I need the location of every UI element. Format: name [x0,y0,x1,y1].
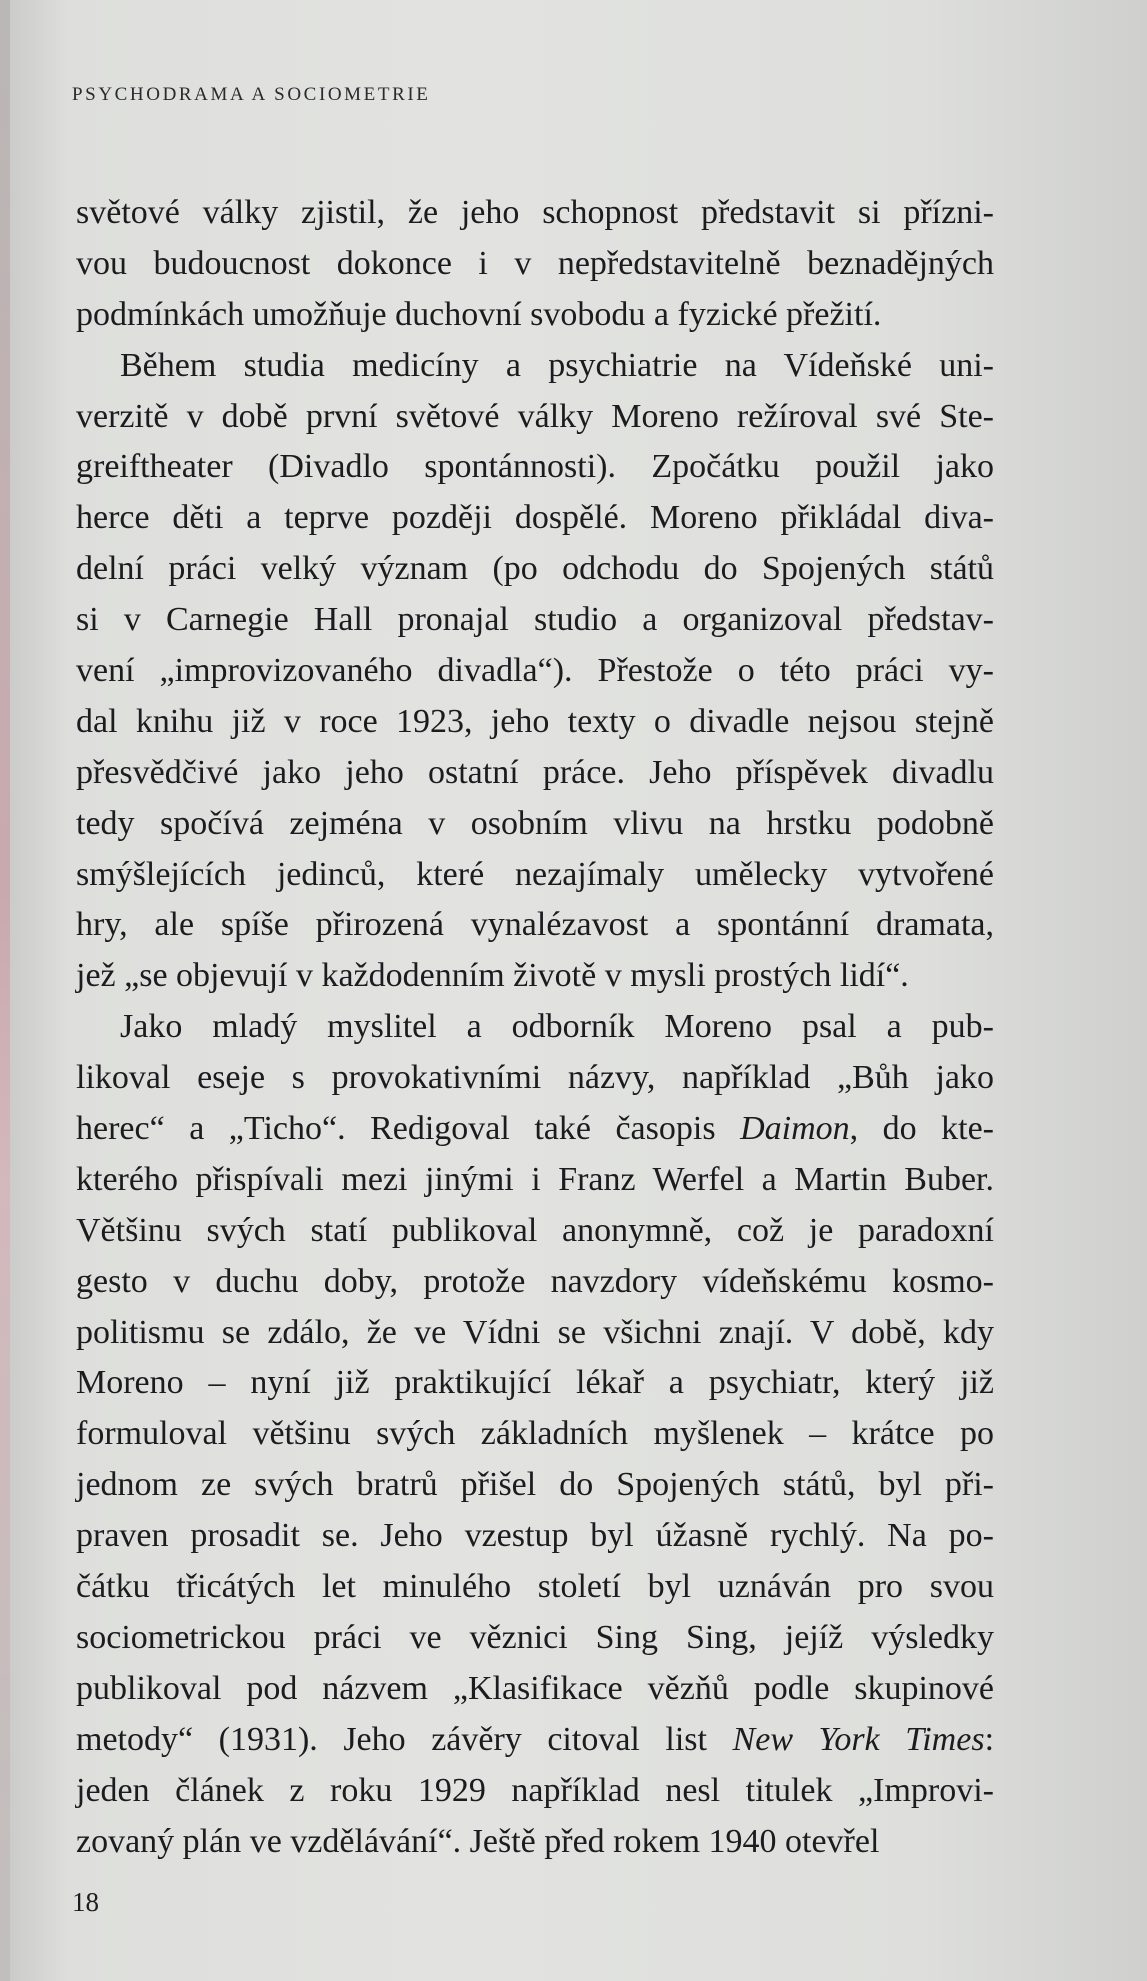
text-line: dal knihu již v roce 1923, jeho texty o divadle nejsou stejně [76,702,994,740]
text-line: Moreno – nyní již praktikující lékař a psychiatr, který již [76,1364,994,1402]
body-text [76,188,994,1867]
text-line: vení „improvizovaného divadla“). Přestože o této práci vy- [76,652,994,690]
text-line: světové války zjistil, že jeho schopnost představit si přízni- [76,194,994,231]
text-segment: , do kte- [849,1110,995,1148]
text-line: jež „se objevují v každodenním životě v mysli prostých lidí“. [76,957,909,995]
text-line: si v Carnegie Hall pronajal studio a organizoval představ- [76,601,994,639]
text-line: jeden článek z roku 1929 například nesl titulek „Improvi- [76,1771,994,1809]
text-line: formuloval většinu svých základních myšlenek – krátce po [76,1415,994,1453]
italic-title-nyt: New York Times [732,1720,985,1758]
text-segment: metody“ (1931). Jeho závěry citoval list [76,1720,707,1758]
text-segment: herec“ a „Ticho“. Redigoval také časopis [76,1110,716,1148]
text-line: čátku třicátých let minulého století byl uznáván pro svou [76,1568,994,1606]
page-number: 18 [72,1887,99,1917]
page-edge [0,0,10,1981]
text-line: jednom ze svých bratrů přišel do Spojených států, byl při- [76,1466,994,1504]
text-segment: : [984,1720,995,1758]
text-line: Během studia medicíny a psychiatrie na Vídeňské uni- [120,346,994,384]
text-line: tedy spočívá zejména v osobním vlivu na hrstku podobně [76,804,994,842]
text-line: hry, ale spíše přirozená vynalézavost a spontánní dramata, [76,906,994,944]
italic-title-daimon: Daimon [740,1110,850,1148]
text-line: přesvědčivé jako jeho ostatní práce. Jeho příspěvek divadlu [76,753,994,791]
text-line [76,1104,994,1155]
text-line: publikoval pod názvem „Klasifikace vězňů podle skupinové [76,1669,994,1707]
text-line: sociometrickou práci ve věznici Sing Sing, jejíž výsledky [76,1618,994,1656]
running-head: PSYCHODRAMA A SOCIOMETRIE [72,84,431,105]
text-line: praven prosadit se. Jeho vzestup byl úžasně rychlý. Na po- [76,1517,994,1555]
text-line: zovaný plán ve vzdělávání“. Ještě před rokem 1940 otevřel [76,1822,880,1860]
text-line: Většinu svých statí publikoval anonymně, což je paradoxní [76,1211,994,1249]
text-line: smýšlejících jedinců, které nezajímaly umělecky vytvořené [76,855,994,893]
text-line: kterého přispívali mezi jinými i Franz Werfel a Martin Buber. [76,1160,994,1198]
text-line: delní práci velký význam (po odchodu do Spojených států [76,550,994,588]
text-line: herce děti a teprve později dospělé. Moreno přikládal diva- [76,499,994,537]
text-line: Jako mladý myslitel a odborník Moreno psal a pub- [120,1008,994,1046]
text-line: vou budoucnost dokonce i v nepředstavitelně beznadějných [76,244,994,282]
text-line: greiftheater (Divadlo spontánnosti). Zpočátku použil jako [76,448,994,486]
text-line: verzitě v době první světové války Moreno režíroval své Ste- [76,397,994,435]
text-line [76,1715,994,1766]
text-line: likoval eseje s provokativními názvy, například „Bůh jako [76,1059,994,1097]
text-line: podmínkách umožňuje duchovní svobodu a fyzické přežití. [76,295,882,333]
text-line: gesto v duchu doby, protože navzdory vídeňskému kosmo- [76,1262,994,1300]
text-line: politismu se zdálo, že ve Vídni se všichni znají. V době, kdy [76,1313,994,1351]
